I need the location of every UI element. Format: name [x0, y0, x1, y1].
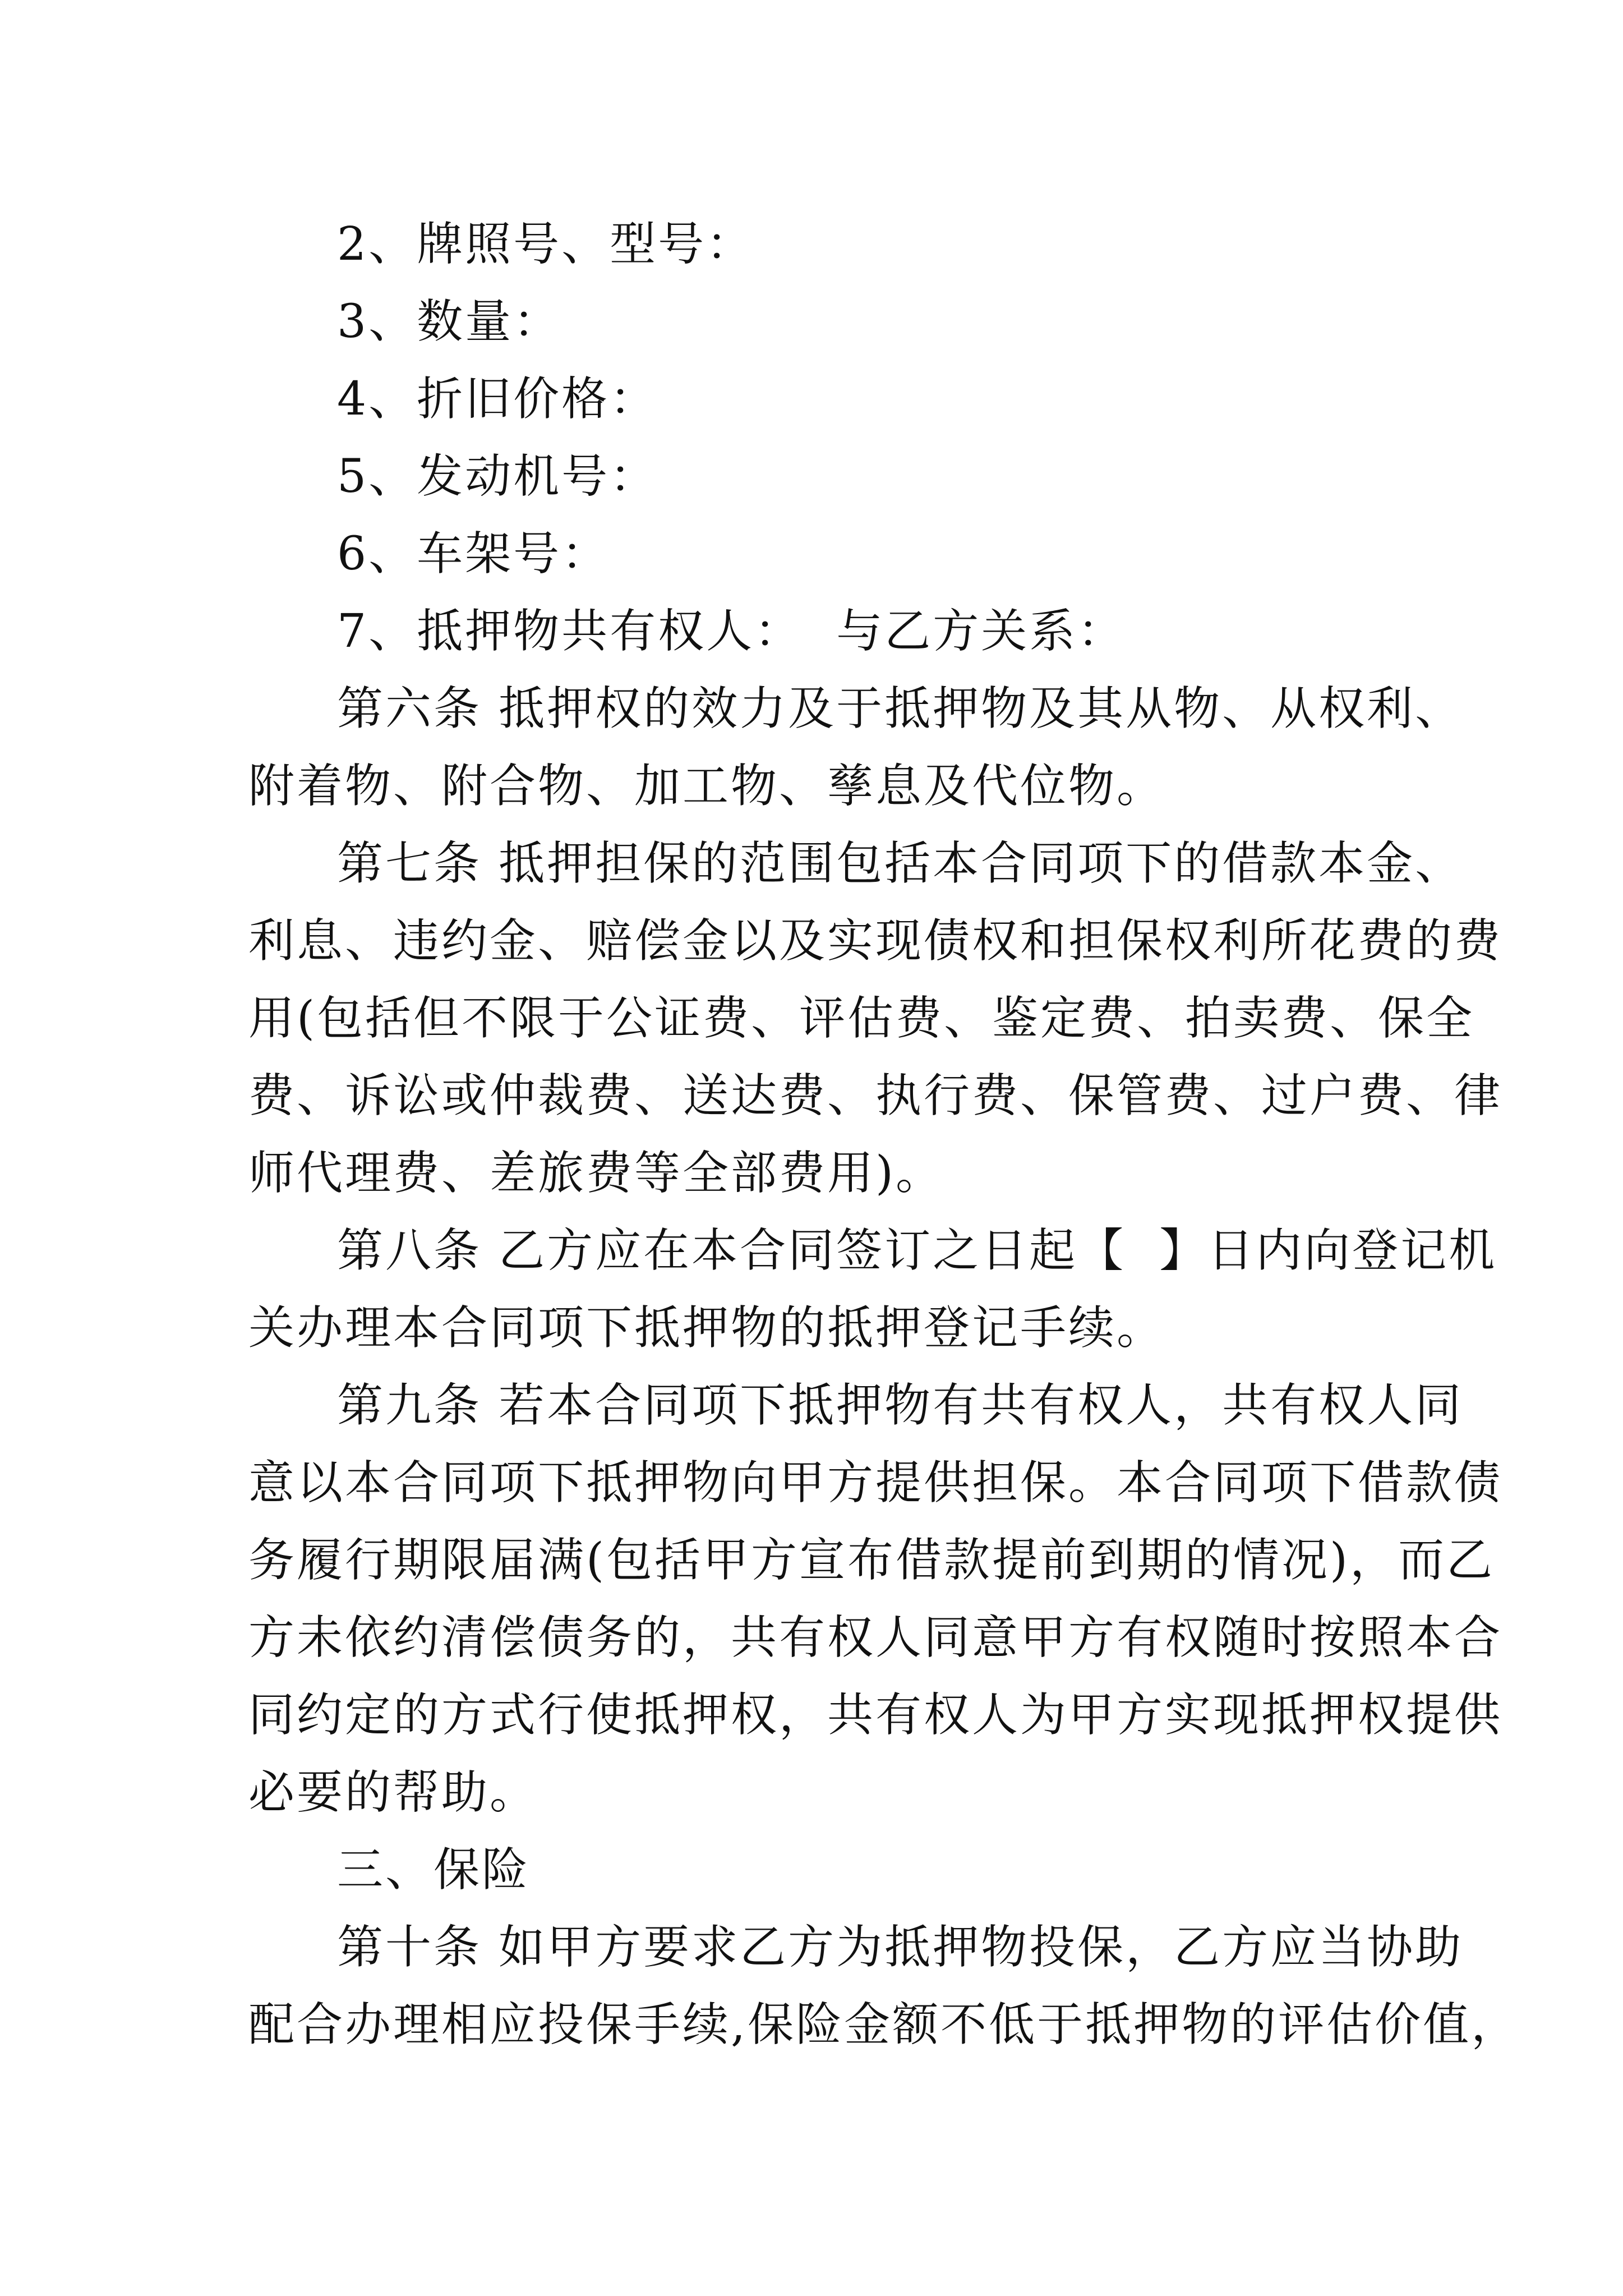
item-frame-number: 6、车架号： [337, 527, 610, 581]
article-7 [248, 825, 1503, 1212]
item-depreciated-price: 4、折旧价格： [337, 372, 658, 426]
article-10 [248, 1909, 1520, 2064]
article-8 [248, 1212, 1497, 1367]
article-9-line: 务履行期限届满(包括甲方宣布借款提前到期的情况)，而乙 [248, 1534, 1495, 1587]
article-10-line: 配合办理相应投保手续,保险金额不低于抵押物的评估价值， [248, 1998, 1520, 2051]
article-8-line: 第八条 乙方应在本合同签订之日起【 】日内向登记机 [337, 1224, 1497, 1277]
article-6-line: 第六条 抵押权的效力及于抵押物及其从物、从权利、 [337, 682, 1464, 735]
item-engine-number: 5、发动机号： [337, 450, 658, 503]
article-6 [248, 670, 1464, 825]
article-9-line: 意以本合同项下抵押物向甲方提供担保。本合同项下借款债 [248, 1456, 1503, 1510]
article-9 [248, 1367, 1503, 1832]
article-6-line: 附着物、附合物、加工物、孳息及代位物。 [248, 760, 1165, 813]
document-body [248, 206, 1520, 2064]
article-9-line: 方未依约清偿债务的，共有权人同意甲方有权随时按照本合 [248, 1611, 1503, 1664]
article-7-line: 利息、违约金、赔偿金以及实现债权和担保权利所花费的费 [248, 914, 1503, 968]
article-8-line: 关办理本合同项下抵押物的抵押登记手续。 [248, 1301, 1165, 1355]
article-9-line: 必要的帮助。 [248, 1766, 538, 1819]
item-license-model: 2、牌照号、型号： [337, 218, 755, 271]
article-10-line: 第十条 如甲方要求乙方为抵押物投保，乙方应当协助 [337, 1921, 1464, 1974]
article-9-line: 第九条 若本合同项下抵押物有共有权人，共有权人同 [337, 1379, 1464, 1432]
article-7-line: 第七条 抵押担保的范围包括本合同项下的借款本金、 [337, 837, 1464, 890]
section-heading-insurance: 三、保险 [337, 1843, 531, 1897]
article-7-line: 费、诉讼或仲裁费、送达费、执行费、保管费、过户费、律 [248, 1069, 1503, 1122]
item-co-owner: 7、抵押物共有权人： 与乙方关系： [337, 605, 1126, 658]
article-9-line: 同约定的方式行使抵押权，共有权人为甲方实现抵押权提供 [248, 1688, 1503, 1742]
article-7-line: 师代理费、差旅费等全部费用)。 [248, 1147, 944, 1200]
item-quantity: 3、数量： [337, 295, 562, 348]
article-7-line: 用(包括但不限于公证费、评估费、鉴定费、拍卖费、保全 [248, 992, 1474, 1045]
